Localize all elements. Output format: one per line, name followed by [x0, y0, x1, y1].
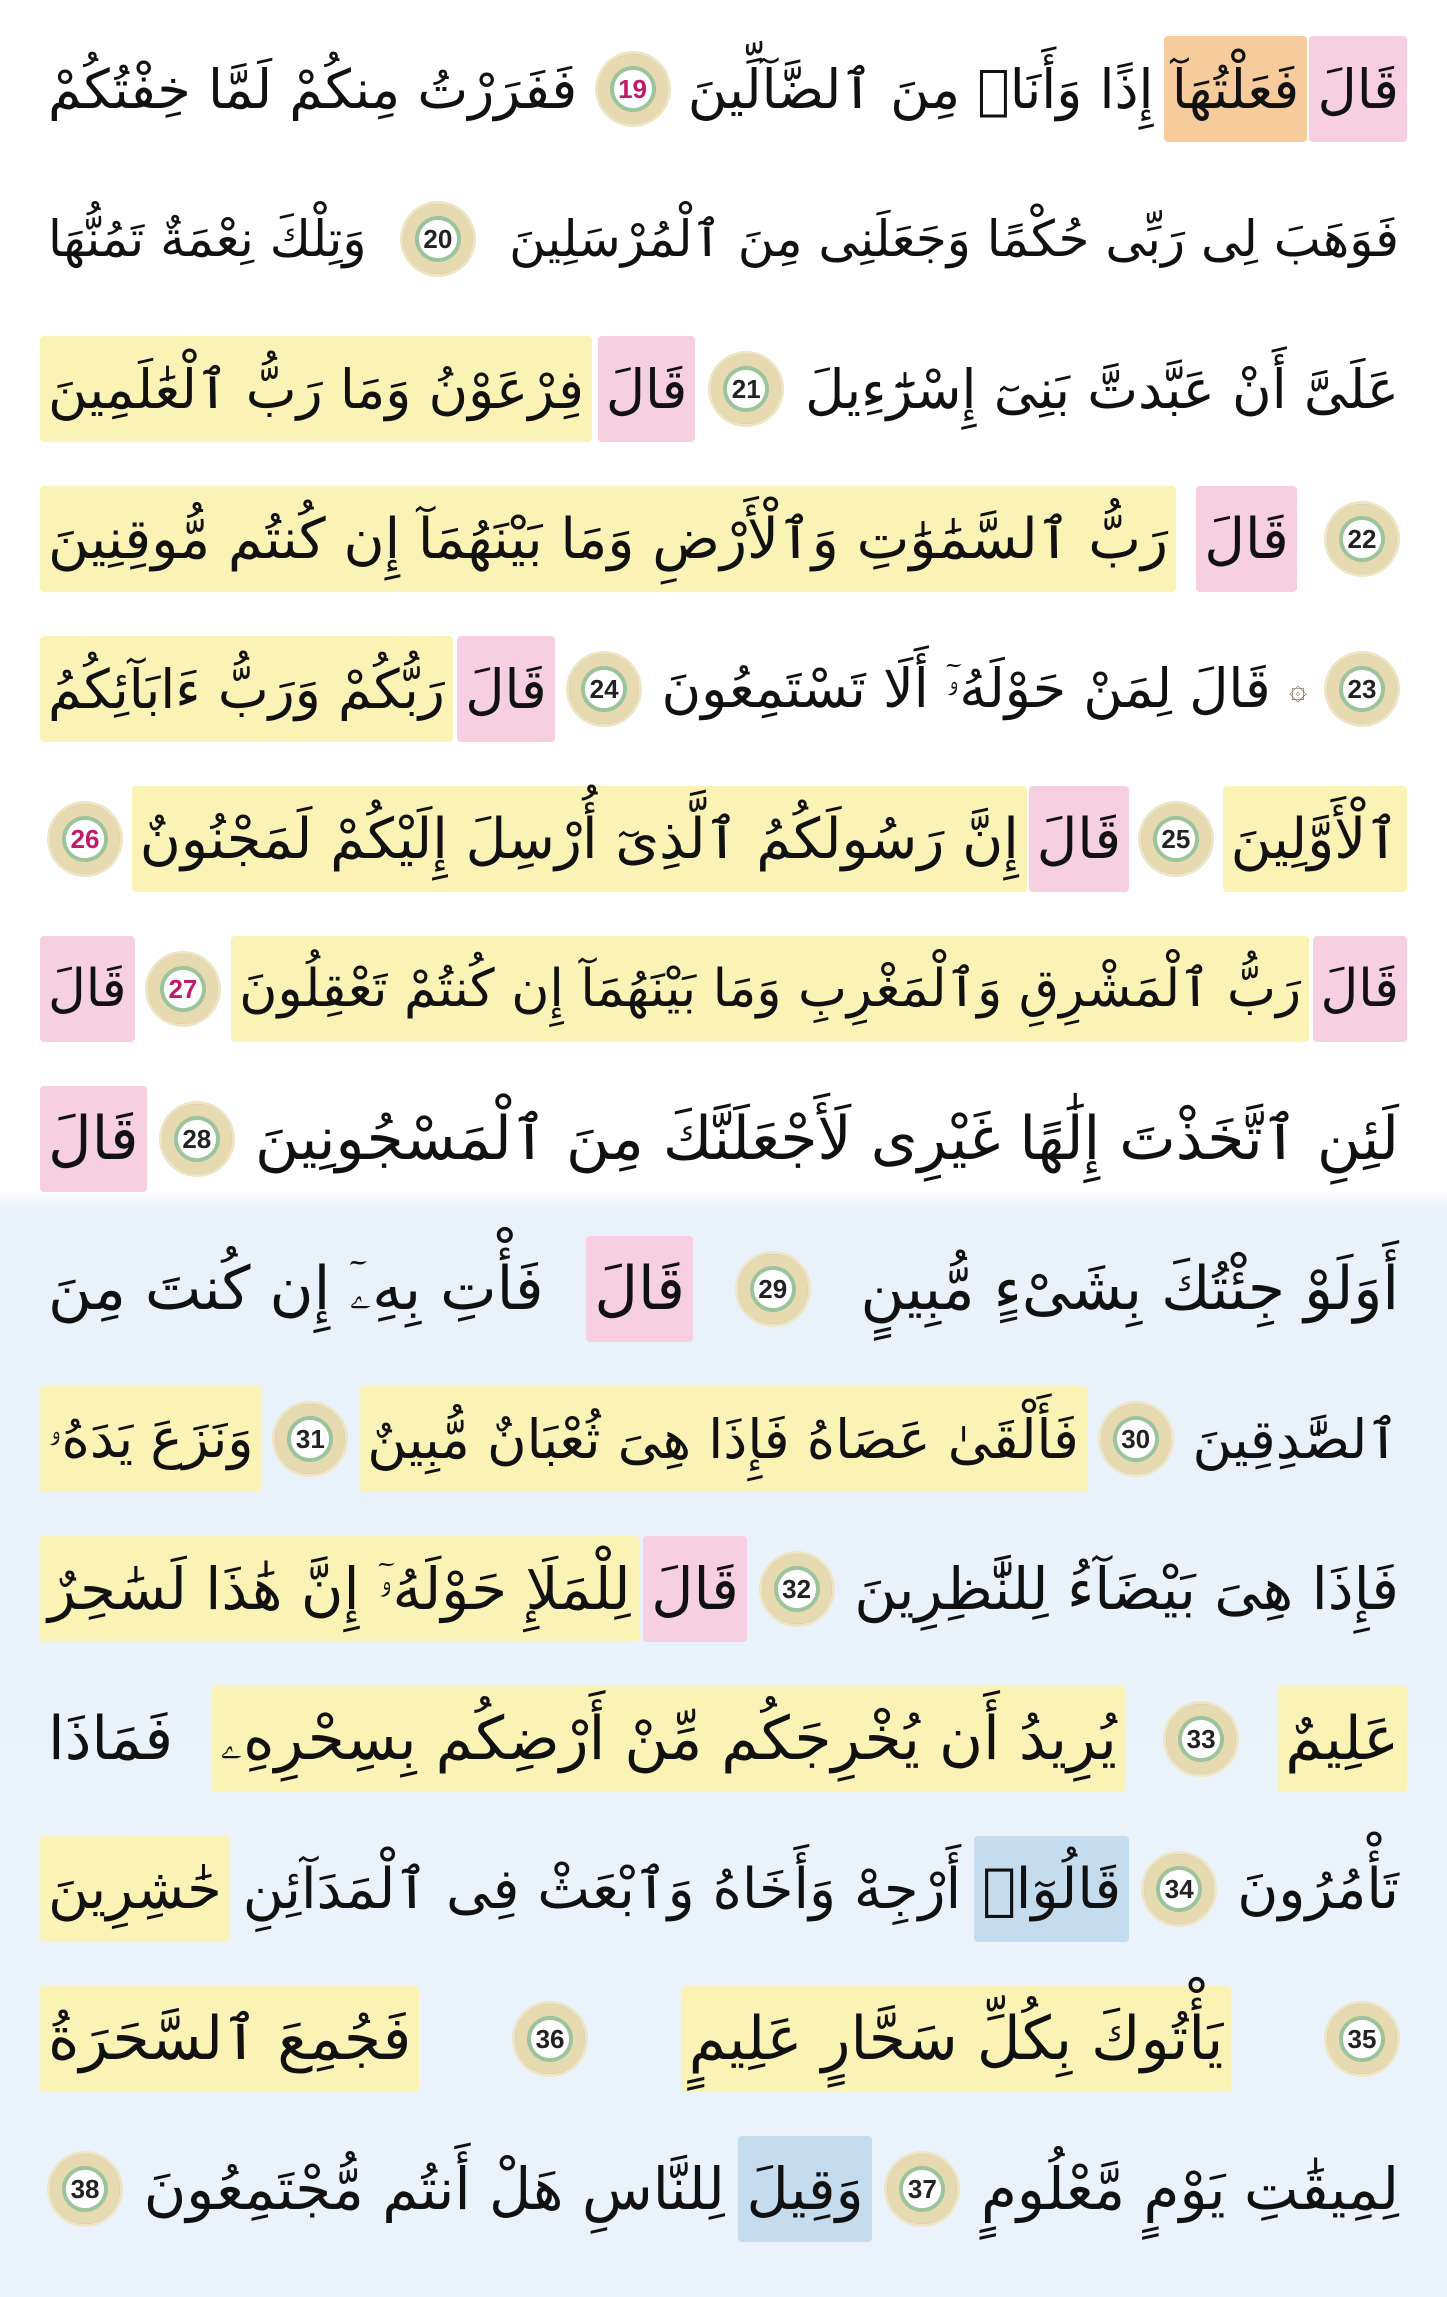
verse-line	[40, 1214, 1407, 1364]
verse-text[interactable]: فَأْتِ بِهِۦٓ إِن كُنتَ مِنَ	[48, 1254, 544, 1324]
ayah-number-icon[interactable]	[403, 204, 473, 274]
ayah-number-icon[interactable]	[50, 2154, 120, 2224]
verse-line	[40, 314, 1407, 464]
highlighted-verse-text[interactable]: فَأَلْقَىٰ عَصَاهُ فَإِذَا هِىَ ثُعْبَانٌ مُّبِينٌ	[359, 1386, 1087, 1492]
ayah-number: 36	[535, 2023, 565, 2054]
ayah-number: 19	[618, 73, 647, 104]
ayah-number: 26	[70, 823, 100, 854]
verse-text[interactable]: لِلنَّاسِ هَلْ أَنتُم مُّجْتَمِعُونَ	[143, 2155, 725, 2223]
ayah-number-icon[interactable]	[1327, 2004, 1397, 2074]
verse-text[interactable]: أَوَلَوْ جِئْتُكَ بِشَىْءٍ مُّبِينٍ	[860, 1254, 1399, 1324]
ayah-number-icon[interactable]	[762, 1554, 832, 1624]
ayah-number-icon[interactable]	[1327, 504, 1397, 574]
highlighted-verse-text[interactable]: يُرِيدُ أَن يُخْرِجَكُم مِّنْ أَرْضِكُم بِسِحْرِهِۦ	[212, 1686, 1125, 1792]
ayah-number-icon[interactable]	[50, 804, 120, 874]
highlighted-verse-text[interactable]: فِرْعَوْنُ وَمَا رَبُّ ٱلْعَٰلَمِينَ	[40, 336, 592, 442]
highlighted-verse-text[interactable]: قَالَ	[1313, 936, 1407, 1042]
highlighted-verse-text[interactable]: وَنَزَعَ يَدَهُۥ	[40, 1386, 261, 1492]
ayah-number-icon[interactable]	[275, 1404, 345, 1474]
verse-text[interactable]: إِذًا وَأَنَا۠ مِنَ ٱلضَّآلِّينَ	[687, 57, 1154, 121]
verse-text[interactable]: لَئِنِ ٱتَّخَذْتَ إِلَٰهًا غَيْرِى لَأَجْعَلَنَّكَ مِنَ ٱلْمَسْجُونِينَ	[255, 1104, 1399, 1174]
verse-text[interactable]: لِمِيقَٰتِ يَوْمٍ مَّعْلُومٍ	[980, 2155, 1399, 2223]
highlighted-verse-text[interactable]: قَالَ	[1309, 36, 1407, 142]
verse-text[interactable]: عَلَىَّ أَنْ عَبَّدتَّ بَنِىٓ إِسْرَٰٓءِيلَ	[805, 357, 1399, 421]
highlighted-verse-text[interactable]: لِلْمَلَإِ حَوْلَهُۥٓ إِنَّ هَٰذَا لَسَٰحِرٌ	[40, 1536, 639, 1642]
ayah-number: 30	[1121, 1423, 1151, 1454]
verse-text[interactable]: قَالَ لِمَنْ حَوْلَهُۥٓ أَلَا تَسْتَمِعُونَ	[661, 657, 1271, 720]
verse-line	[40, 164, 1407, 314]
verse-text[interactable]: وَتِلْكَ نِعْمَةٌ تَمُنُّهَا	[48, 210, 367, 268]
ayah-number-icon[interactable]	[1166, 1704, 1236, 1774]
ayah-number: 37	[907, 2173, 937, 2204]
verse-line	[40, 614, 1407, 764]
verse-line	[40, 1364, 1407, 1514]
ayah-number: 35	[1347, 2023, 1377, 2054]
ayah-number: 34	[1164, 1873, 1194, 1904]
verse-line	[40, 1964, 1407, 2114]
highlighted-verse-text[interactable]: رَبُّكُمْ وَرَبُّ ءَابَآئِكُمُ	[40, 636, 453, 742]
highlighted-verse-text[interactable]: قَالَ	[1196, 486, 1297, 592]
verse-line	[40, 1664, 1407, 1814]
highlighted-verse-text[interactable]: قَالَ	[40, 936, 134, 1042]
highlighted-verse-text[interactable]: رَبُّ ٱلْمَشْرِقِ وَٱلْمَغْرِبِ وَمَا بَيْنَهُمَآ إِن كُنتُمْ تَعْقِلُونَ	[231, 936, 1309, 1042]
verse-line	[40, 2114, 1407, 2264]
verse-line	[40, 14, 1407, 164]
highlighted-verse-text[interactable]: فَجُمِعَ ٱلسَّحَرَةُ	[40, 1986, 419, 2092]
ayah-number-icon[interactable]	[1141, 804, 1211, 874]
ayah-number-icon[interactable]	[1144, 1854, 1214, 1924]
ayah-number-icon[interactable]	[1327, 654, 1397, 724]
verse-text[interactable]: فَإِذَا هِىَ بَيْضَآءُ لِلنَّٰظِرِينَ	[854, 1555, 1399, 1623]
highlighted-verse-text[interactable]: حَٰشِرِينَ	[40, 1836, 230, 1942]
ayah-number: 31	[295, 1423, 325, 1454]
verse-line	[40, 1064, 1407, 1214]
verse-text[interactable]: فَوَهَبَ لِى رَبِّى حُكْمًا وَجَعَلَنِى مِنَ ٱلْمُرْسَلِينَ	[509, 210, 1399, 268]
ayah-number: 33	[1186, 1723, 1216, 1754]
ayah-number: 27	[168, 973, 198, 1004]
ayah-number-icon[interactable]	[598, 54, 668, 124]
ayah-number: 25	[1161, 823, 1191, 854]
highlighted-verse-text[interactable]: رَبُّ ٱلسَّمَٰوَٰتِ وَٱلْأَرْضِ وَمَا بَيْنَهُمَآ إِن كُنتُم مُّوقِنِينَ	[40, 486, 1176, 592]
highlighted-verse-text[interactable]: إِنَّ رَسُولَكُمُ ٱلَّذِىٓ أُرْسِلَ إِلَيْكُمْ لَمَجْنُونٌ	[132, 786, 1027, 892]
ayah-number: 38	[70, 2173, 100, 2204]
highlighted-verse-text[interactable]: قَالَ	[40, 1086, 147, 1192]
highlighted-verse-text[interactable]: عَلِيمٌ	[1277, 1686, 1407, 1792]
highlighted-verse-text[interactable]: ٱلْأَوَّلِينَ	[1223, 786, 1407, 892]
rub-el-hizb-star-icon: ۞	[1289, 671, 1307, 707]
verse-line	[40, 764, 1407, 914]
ayah-number-icon[interactable]	[162, 1104, 232, 1174]
ayah-number-icon[interactable]	[148, 954, 218, 1024]
highlighted-verse-text[interactable]: قَالَ	[598, 336, 696, 442]
ayah-number-icon[interactable]	[711, 354, 781, 424]
ayah-number: 32	[782, 1573, 812, 1604]
ayah-number-icon[interactable]	[569, 654, 639, 724]
ayah-number: 21	[731, 373, 761, 404]
verse-text[interactable]: فَفَرَرْتُ مِنكُمْ لَمَّا خِفْتُكُمْ	[48, 57, 578, 121]
highlighted-verse-text[interactable]: قَالَ	[1029, 786, 1130, 892]
highlighted-verse-text[interactable]: قَالَ	[586, 1236, 693, 1342]
ayah-number: 24	[589, 673, 619, 704]
verse-line	[40, 464, 1407, 614]
highlighted-verse-text[interactable]: قَالَ	[643, 1536, 747, 1642]
verse-text[interactable]: فَمَاذَا	[48, 1704, 174, 1774]
highlighted-verse-text[interactable]: وَقِيلَ	[738, 2136, 871, 2242]
highlighted-verse-text[interactable]: فَعَلْتُهَآ	[1164, 36, 1307, 142]
verse-line	[40, 1514, 1407, 1664]
ayah-number: 20	[423, 223, 453, 254]
highlighted-verse-text[interactable]: قَالَ	[457, 636, 555, 742]
verse-line	[40, 1814, 1407, 1964]
ayah-number: 22	[1347, 523, 1377, 554]
ayah-number: 23	[1347, 673, 1377, 704]
highlighted-verse-text[interactable]: يَأْتُوكَ بِكُلِّ سَحَّارٍ عَلِيمٍ	[681, 1986, 1232, 2092]
verse-text[interactable]: ٱلصَّٰدِقِينَ	[1192, 1407, 1399, 1471]
highlighted-verse-text[interactable]: قَالُوٓا۟	[974, 1836, 1129, 1942]
ayah-number: 29	[758, 1273, 788, 1304]
verse-text[interactable]: تَأْمُرُونَ	[1237, 1856, 1399, 1922]
ayah-number-icon[interactable]	[515, 2004, 585, 2074]
verse-line	[40, 914, 1407, 1064]
verse-text[interactable]: أَرْجِهْ وَأَخَاهُ وَٱبْعَثْ فِى ٱلْمَدَآئِنِ	[242, 1856, 962, 1922]
ayah-number-icon[interactable]	[1101, 1404, 1171, 1474]
ayah-number-icon[interactable]	[738, 1254, 808, 1324]
ayah-number: 28	[182, 1123, 212, 1154]
ayah-number-icon[interactable]	[887, 2154, 957, 2224]
